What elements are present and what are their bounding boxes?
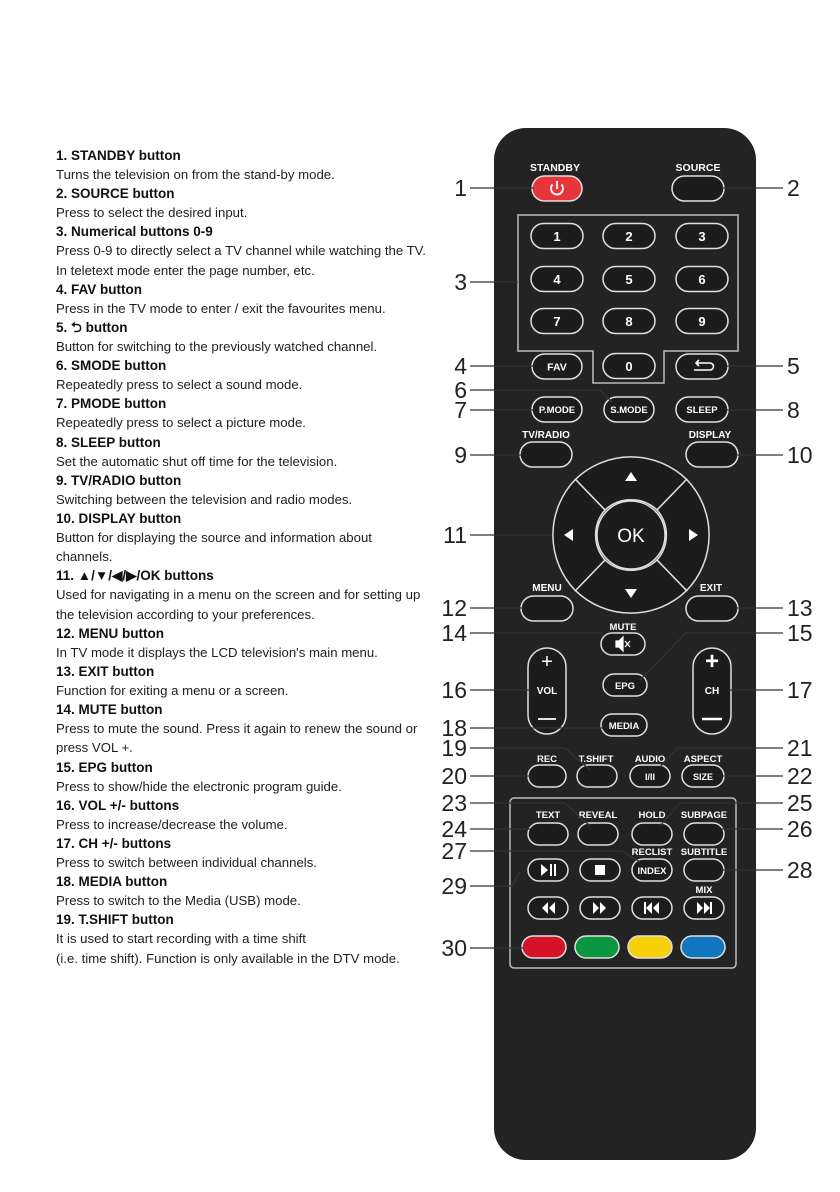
hold-button[interactable] — [632, 823, 672, 845]
pmode-label: P.MODE — [538, 405, 576, 416]
recall-button[interactable] — [676, 354, 728, 379]
label-tshift: T.SHIFT — [578, 754, 614, 765]
label-source: SOURCE — [675, 162, 721, 174]
digit-label: 4 — [553, 272, 561, 287]
description-text: Press to select the desired input. — [56, 205, 248, 221]
smode-label: S.MODE — [610, 405, 648, 416]
reveal-button[interactable] — [578, 823, 618, 845]
source-button[interactable] — [672, 176, 724, 201]
callout-number: 8 — [787, 397, 800, 423]
callout-number: 6 — [454, 377, 467, 403]
index-label: INDEX — [637, 866, 667, 877]
description-text: Set the automatic shut off time for the television. — [56, 453, 338, 469]
description-title: 5. ⮌ button — [56, 320, 128, 336]
callout-number: 19 — [441, 735, 467, 761]
label-aspect: ASPECT — [683, 754, 723, 765]
label-menu: MENU — [532, 583, 562, 594]
fav-label: FAV — [547, 361, 567, 374]
callout-number: 28 — [787, 857, 813, 883]
tshift-button[interactable] — [577, 765, 617, 787]
description-text: Press to switch between individual channels. — [56, 855, 317, 871]
callout-number: 26 — [787, 816, 813, 842]
description-title: 7. PMODE button — [56, 396, 167, 412]
callout-number: 2 — [787, 175, 800, 201]
ok-label: OK — [617, 526, 645, 547]
callout-number: 25 — [787, 790, 813, 816]
digit-label: 0 — [625, 359, 633, 374]
callout-number: 14 — [441, 620, 467, 646]
description-text: Button for switching to the previously watched channel. — [56, 339, 378, 355]
blue-button[interactable] — [681, 936, 725, 958]
rec-button[interactable] — [528, 765, 566, 787]
callout-number: 16 — [441, 677, 467, 703]
sleep-label: SLEEP — [686, 405, 718, 416]
callout-number: 4 — [454, 353, 467, 379]
ch-plus-icon: + — [704, 648, 720, 675]
callout-number: 30 — [441, 935, 467, 961]
label-text: TEXT — [535, 810, 561, 821]
subpage-button[interactable] — [684, 823, 724, 845]
description-text: In teletext mode enter the page number, etc. — [56, 262, 315, 278]
stop-icon — [595, 865, 605, 875]
description-text: Repeatedly press to select a sound mode. — [56, 377, 303, 393]
description-title: 8. SLEEP button — [56, 434, 161, 450]
epg-label: EPG — [614, 681, 636, 692]
callout-number: 3 — [454, 269, 467, 295]
description-text: In TV mode it displays the LCD television's main menu. — [56, 644, 378, 660]
description-title: 4. FAV button — [56, 281, 142, 297]
callout-number: 27 — [441, 838, 467, 864]
digit-label: 3 — [698, 229, 706, 244]
callout-number: 18 — [441, 715, 467, 741]
callout-number: 17 — [787, 677, 813, 703]
media-label: MEDIA — [608, 721, 640, 732]
digit-label: 9 — [698, 314, 706, 329]
description-title: 1. STANDBY button — [56, 148, 181, 163]
description-text: Press 0-9 to directly select a TV channel while watching the TV. — [56, 243, 426, 259]
digit-label: 7 — [553, 314, 561, 329]
size-label: SIZE — [692, 772, 714, 782]
callout-number: 21 — [787, 735, 813, 761]
callout-number: 29 — [441, 873, 467, 899]
description-title: 6. SMODE button — [56, 358, 167, 374]
label-subpage: SUBPAGE — [680, 810, 728, 821]
description-title: 9. TV/RADIO button — [56, 472, 182, 488]
vol-plus-icon: + — [541, 651, 553, 673]
digit-label: 5 — [625, 272, 633, 287]
description-title: 10. DISPLAY button — [56, 511, 182, 527]
description-text: (i.e. time shift). Function is only available in the DTV mode. — [56, 950, 400, 966]
label-reclist: RECLIST — [631, 847, 673, 858]
display-button[interactable] — [686, 442, 738, 467]
subtitle-button[interactable] — [684, 859, 724, 881]
description-title: 15. EPG button — [56, 759, 153, 775]
digit-label: 6 — [698, 272, 706, 287]
description-text: Used for navigating in a menu on the screen and for setting up the television according to your preferences. — [56, 587, 421, 622]
description-title: 3. Numerical buttons 0-9 — [56, 224, 213, 240]
digit-label: 2 — [625, 229, 633, 244]
yellow-button[interactable] — [628, 936, 672, 958]
exit-button[interactable] — [686, 596, 738, 621]
callout-number: 7 — [454, 397, 467, 423]
callout-number: 22 — [787, 763, 813, 789]
callout-number: 15 — [787, 620, 813, 646]
description-title: 2. SOURCE button — [56, 186, 175, 202]
description-text: It is used to start recording with a time shift — [56, 931, 306, 947]
description-text: Repeatedly press to select a picture mode. — [56, 415, 306, 431]
callout-number: 9 — [454, 442, 467, 468]
label-tvradio: TV/RADIO — [522, 430, 570, 441]
label-exit: EXIT — [699, 583, 723, 594]
description-title: 17. CH +/- buttons — [56, 836, 172, 852]
description-text: Press to mute the sound. Press it again to renew the sound or press VOL +. — [56, 721, 418, 756]
label-mute: MUTE — [609, 622, 637, 633]
callout-number: 11 — [443, 522, 467, 548]
label-subtitle: SUBTITLE — [680, 847, 728, 858]
text-button[interactable] — [528, 823, 568, 845]
callout-number: 13 — [787, 595, 813, 621]
callout-number: 12 — [441, 595, 467, 621]
description-title: 11. ▲/▼/◀/▶/OK buttons — [56, 568, 214, 584]
label-standby: STANDBY — [530, 162, 580, 174]
green-button[interactable] — [575, 936, 619, 958]
tvradio-button[interactable] — [520, 442, 572, 467]
callout-number: 1 — [454, 175, 467, 201]
description-title: 14. MUTE button — [56, 702, 163, 718]
callout-number: 20 — [441, 763, 467, 789]
callout-number: 10 — [787, 442, 813, 468]
description-title: 16. VOL +/- buttons — [56, 797, 180, 813]
label-audio: AUDIO — [634, 754, 666, 765]
digit-label: 8 — [625, 314, 633, 329]
description-title: 18. MEDIA button — [56, 874, 168, 890]
audio-button-label: I/II — [644, 772, 656, 782]
red-button[interactable] — [522, 936, 566, 958]
description-text: Press in the TV mode to enter / exit the favourites menu. — [56, 300, 386, 316]
callout-number: 23 — [441, 790, 467, 816]
label-hold: HOLD — [638, 810, 666, 821]
label-rec: REC — [536, 754, 558, 765]
description-text: Function for exiting a menu or a screen. — [56, 683, 289, 699]
callout-number: 24 — [441, 816, 467, 842]
vol-label: VOL — [536, 686, 558, 697]
description-title: 19. T.SHIFT button — [56, 912, 174, 928]
description-text: Press to show/hide the electronic program guide. — [56, 778, 342, 794]
description-title: 12. MENU button — [56, 625, 164, 641]
label-mix: MIX — [695, 885, 713, 896]
label-display: DISPLAY — [688, 430, 732, 441]
description-text: Button for displaying the source and information about channels. — [56, 530, 372, 565]
label-reveal: REVEAL — [578, 810, 618, 821]
description-text: Turns the television on from the stand-by mode. — [56, 167, 335, 182]
menu-button[interactable] — [521, 596, 573, 621]
description-text: Press to switch to the Media (USB) mode. — [56, 893, 301, 909]
ch-label: CH — [704, 686, 720, 697]
digit-label: 1 — [553, 229, 561, 244]
description-text: Press to increase/decrease the volume. — [56, 816, 288, 832]
description-text: Switching between the television and radio modes. — [56, 491, 353, 507]
description-title: 13. EXIT button — [56, 664, 155, 680]
callout-number: 5 — [787, 353, 800, 379]
